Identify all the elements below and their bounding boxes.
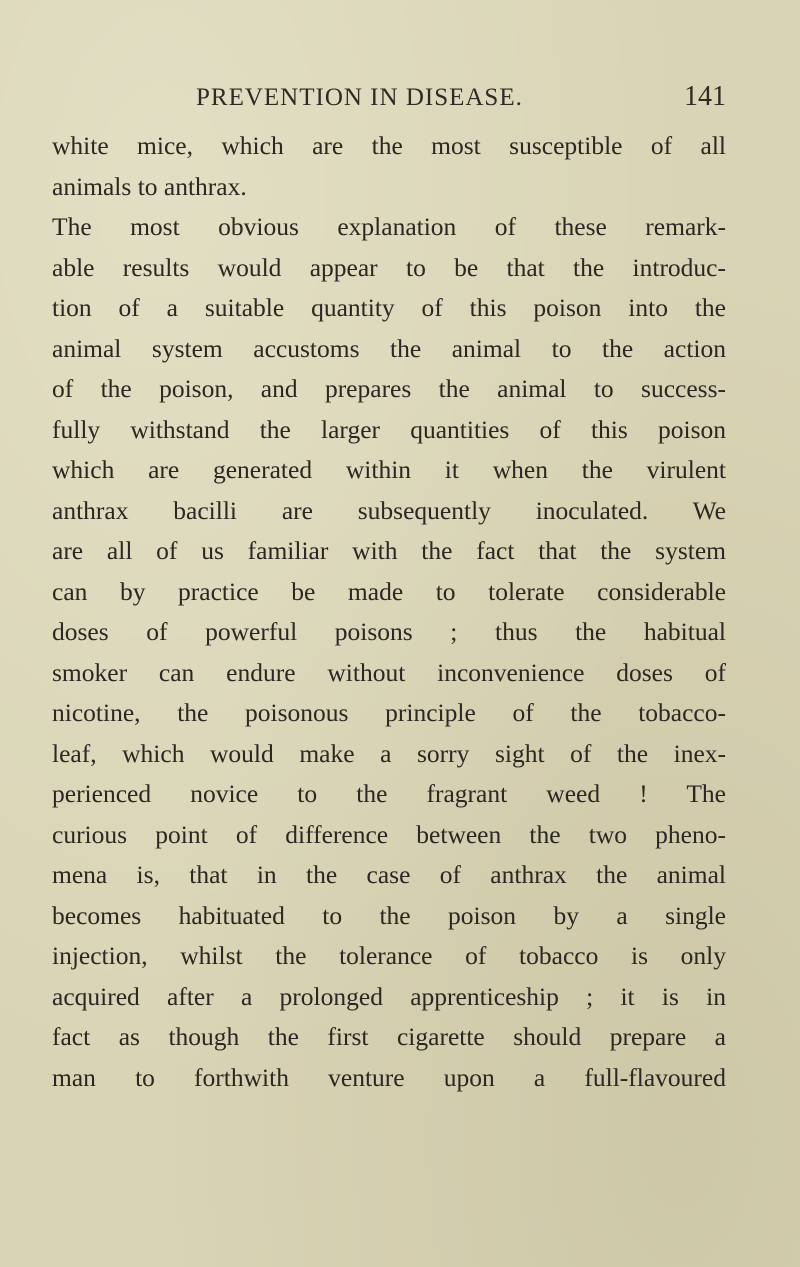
text-line: injection, whilst the tolerance of tobacco is only	[52, 941, 726, 970]
text-line: acquired after a prolonged apprenticeship ; it is in	[52, 981, 726, 1011]
text-line: fact as though the first cigarette should prepare a	[52, 1022, 726, 1051]
text-line: animals to anthrax.	[52, 171, 247, 201]
text-line: of the poison, and prepares the animal to success-	[52, 374, 726, 403]
text-line: able results would appear to be that the introduc-	[52, 252, 726, 282]
text-line: becomes habituated to the poison by a single	[52, 900, 726, 930]
text-line: animal system accustoms the animal to the action	[52, 333, 726, 363]
text-line: can by practice be made to tolerate considerable	[52, 576, 726, 606]
text-line: doses of powerful poisons ; thus the habitual	[52, 617, 726, 646]
body-text	[52, 126, 726, 1098]
text-line: smoker can endure without inconvenience doses of	[52, 657, 726, 687]
text-line: perienced novice to the fragrant weed ! The	[52, 779, 726, 808]
text-line: fully withstand the larger quantities of this poison	[52, 414, 726, 444]
text-line: are all of us familiar with the fact that the system	[52, 536, 726, 565]
text-line: tion of a suitable quantity of this poison into the	[52, 293, 726, 322]
text-line: nicotine, the poisonous principle of the tobacco-	[52, 698, 726, 727]
text-line: mena is, that in the case of anthrax the animal	[52, 860, 726, 889]
text-line: white mice, which are the most susceptible of all	[52, 131, 726, 160]
text-line: curious point of difference between the two pheno-	[52, 819, 726, 849]
running-header	[196, 81, 726, 120]
text-line: man to forthwith venture upon a full-flavoured	[52, 1062, 726, 1092]
text-line: The most obvious explanation of these remark-	[52, 212, 726, 241]
page-number: 141	[684, 81, 726, 112]
text-line: leaf, which would make a sorry sight of the inex-	[52, 738, 726, 768]
text-line: which are generated within it when the virulent	[52, 455, 726, 484]
running-title: PREVENTION IN DISEASE.	[196, 84, 523, 111]
text-line: anthrax bacilli are subsequently inoculated. We	[52, 495, 726, 525]
